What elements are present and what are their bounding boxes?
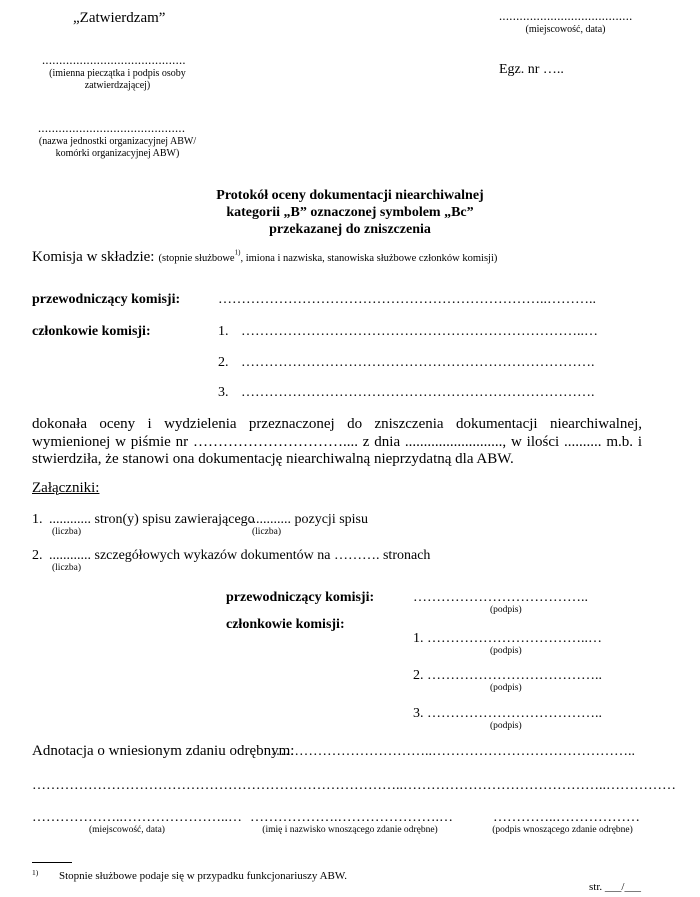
sign-members-label: członkowie komisji: (226, 617, 345, 632)
unit-name-dots: ........................................... (38, 121, 186, 135)
member-3-num: 3. (218, 385, 229, 400)
sign-member-2: 2. ……………………………….. (413, 668, 602, 683)
annotation-sig-place: ………………..…………………..… (32, 810, 242, 825)
attachment-2-caption: (liczba) (52, 563, 82, 573)
member-1-dots: ………………………………………………………………..… (241, 324, 598, 339)
member-3-dots: …………………………………………………………………. (241, 385, 595, 400)
commission-line (32, 248, 497, 266)
annotation-cap-name: (imię i nazwisko wnoszącego zdanie odrębne) (262, 825, 438, 835)
approve-caption-line1: (imienna pieczątka i podpis osoby (49, 68, 186, 79)
sign-member-1-caption: (podpis) (490, 646, 522, 656)
attachment-2-num: 2. (32, 548, 43, 563)
commission-note-b: , imiona i nazwiska, stanowiska służbowe członków komisji) (240, 253, 498, 264)
member-1-num: 1. (218, 324, 229, 339)
footnote-divider (32, 862, 72, 863)
member-2-dots: …………………………………………………………………. (241, 355, 595, 370)
place-date-caption: (miejscowość, data) (525, 24, 606, 35)
attachment-1-caption-b: (liczba) (252, 527, 282, 537)
annotation-cap-signature: (podpis wnoszącego zdanie odrębne) (492, 825, 633, 835)
document-title (0, 187, 700, 238)
sign-chair-caption: (podpis) (490, 605, 522, 615)
attachment-2-text: ............ szczegółowych wykazów dokumentów na ………. stronach (49, 548, 431, 563)
annotation-label: Adnotacja o wniesionym zdaniu odrębnym: (32, 743, 295, 759)
unit-caption-line2: komórki organizacyjnej ABW) (55, 148, 180, 159)
place-date-dots: ....................................... (499, 9, 633, 23)
approve-signature-dots: .......................................... (42, 53, 186, 67)
title-line3: przekazanej do zniszczenia (269, 222, 431, 237)
annotation-dots-2: ……………………………………………………………………..……………………………………..…………… (32, 778, 676, 793)
sign-chair-label: przewodniczący komisji: (226, 590, 375, 605)
attachment-1-caption-a: (liczba) (52, 527, 82, 537)
chair-label: przewodniczący komisji: (32, 292, 181, 307)
attachment-1-text-a: ............ stron(y) spisu zawierającego (49, 512, 255, 527)
page-number: str. ___/___ (589, 881, 641, 893)
sign-member-3: 3. ……………………………….. (413, 706, 602, 721)
title-line1: Protokół oceny dokumentacji niearchiwalnej (216, 188, 484, 203)
approve-caption-line2: zatwierdzającej) (84, 80, 151, 91)
member-2-num: 2. (218, 355, 229, 370)
approve-heading: „Zatwierdzam” (73, 10, 166, 26)
annotation-cap-place: (miejscowość, data) (89, 825, 165, 835)
title-line2: kategorii „B” oznaczonej symbolem „Bc” (226, 205, 474, 220)
unit-caption-line1: (nazwa jednostki organizacyjnej ABW/ (38, 136, 197, 147)
sign-member-1: 1. ……………………………..… (413, 631, 602, 646)
footnote-text: Stopnie służbowe podaje się w przypadku funkcjonariuszy ABW. (59, 870, 347, 882)
annotation-sig-name: ……………….………………….… (250, 810, 453, 825)
annotation-dots-1: ……………………………..…………………………………….. (271, 744, 635, 759)
attachments-label: Załączniki: (32, 480, 100, 496)
commission-label: Komisja w składzie: (32, 249, 155, 265)
attachment-1-text-b: ............ pozycji spisu (249, 512, 368, 527)
footnote-mark: 1) (32, 868, 39, 877)
commission-note-a: (stopnie służbowe (158, 253, 235, 264)
sign-member-2-caption: (podpis) (490, 683, 522, 693)
assessment-paragraph: dokonała oceny i wydzielenia przeznaczonej do zniszczenia dokumentacji niearchiwalnej, wymienionej w piśmie nr ………………………….... z dnia .........................., w ilości .......... m.b. i stwierdziła, że stanowi ona dokumentację niearchiwalną nieprzydatną dla ABW. (32, 416, 642, 467)
copy-number: Egz. nr ….. (499, 62, 564, 77)
sign-chair-dots: ……………………………….. (413, 590, 588, 605)
chair-dots: ……………………………………………………………..……….. (218, 292, 596, 307)
commission-note-sup: 1) (234, 248, 241, 257)
annotation-sig-signature: …………..……………… (493, 810, 640, 825)
sign-member-3-caption: (podpis) (490, 721, 522, 731)
attachment-1-num: 1. (32, 512, 43, 527)
members-label: członkowie komisji: (32, 324, 151, 339)
